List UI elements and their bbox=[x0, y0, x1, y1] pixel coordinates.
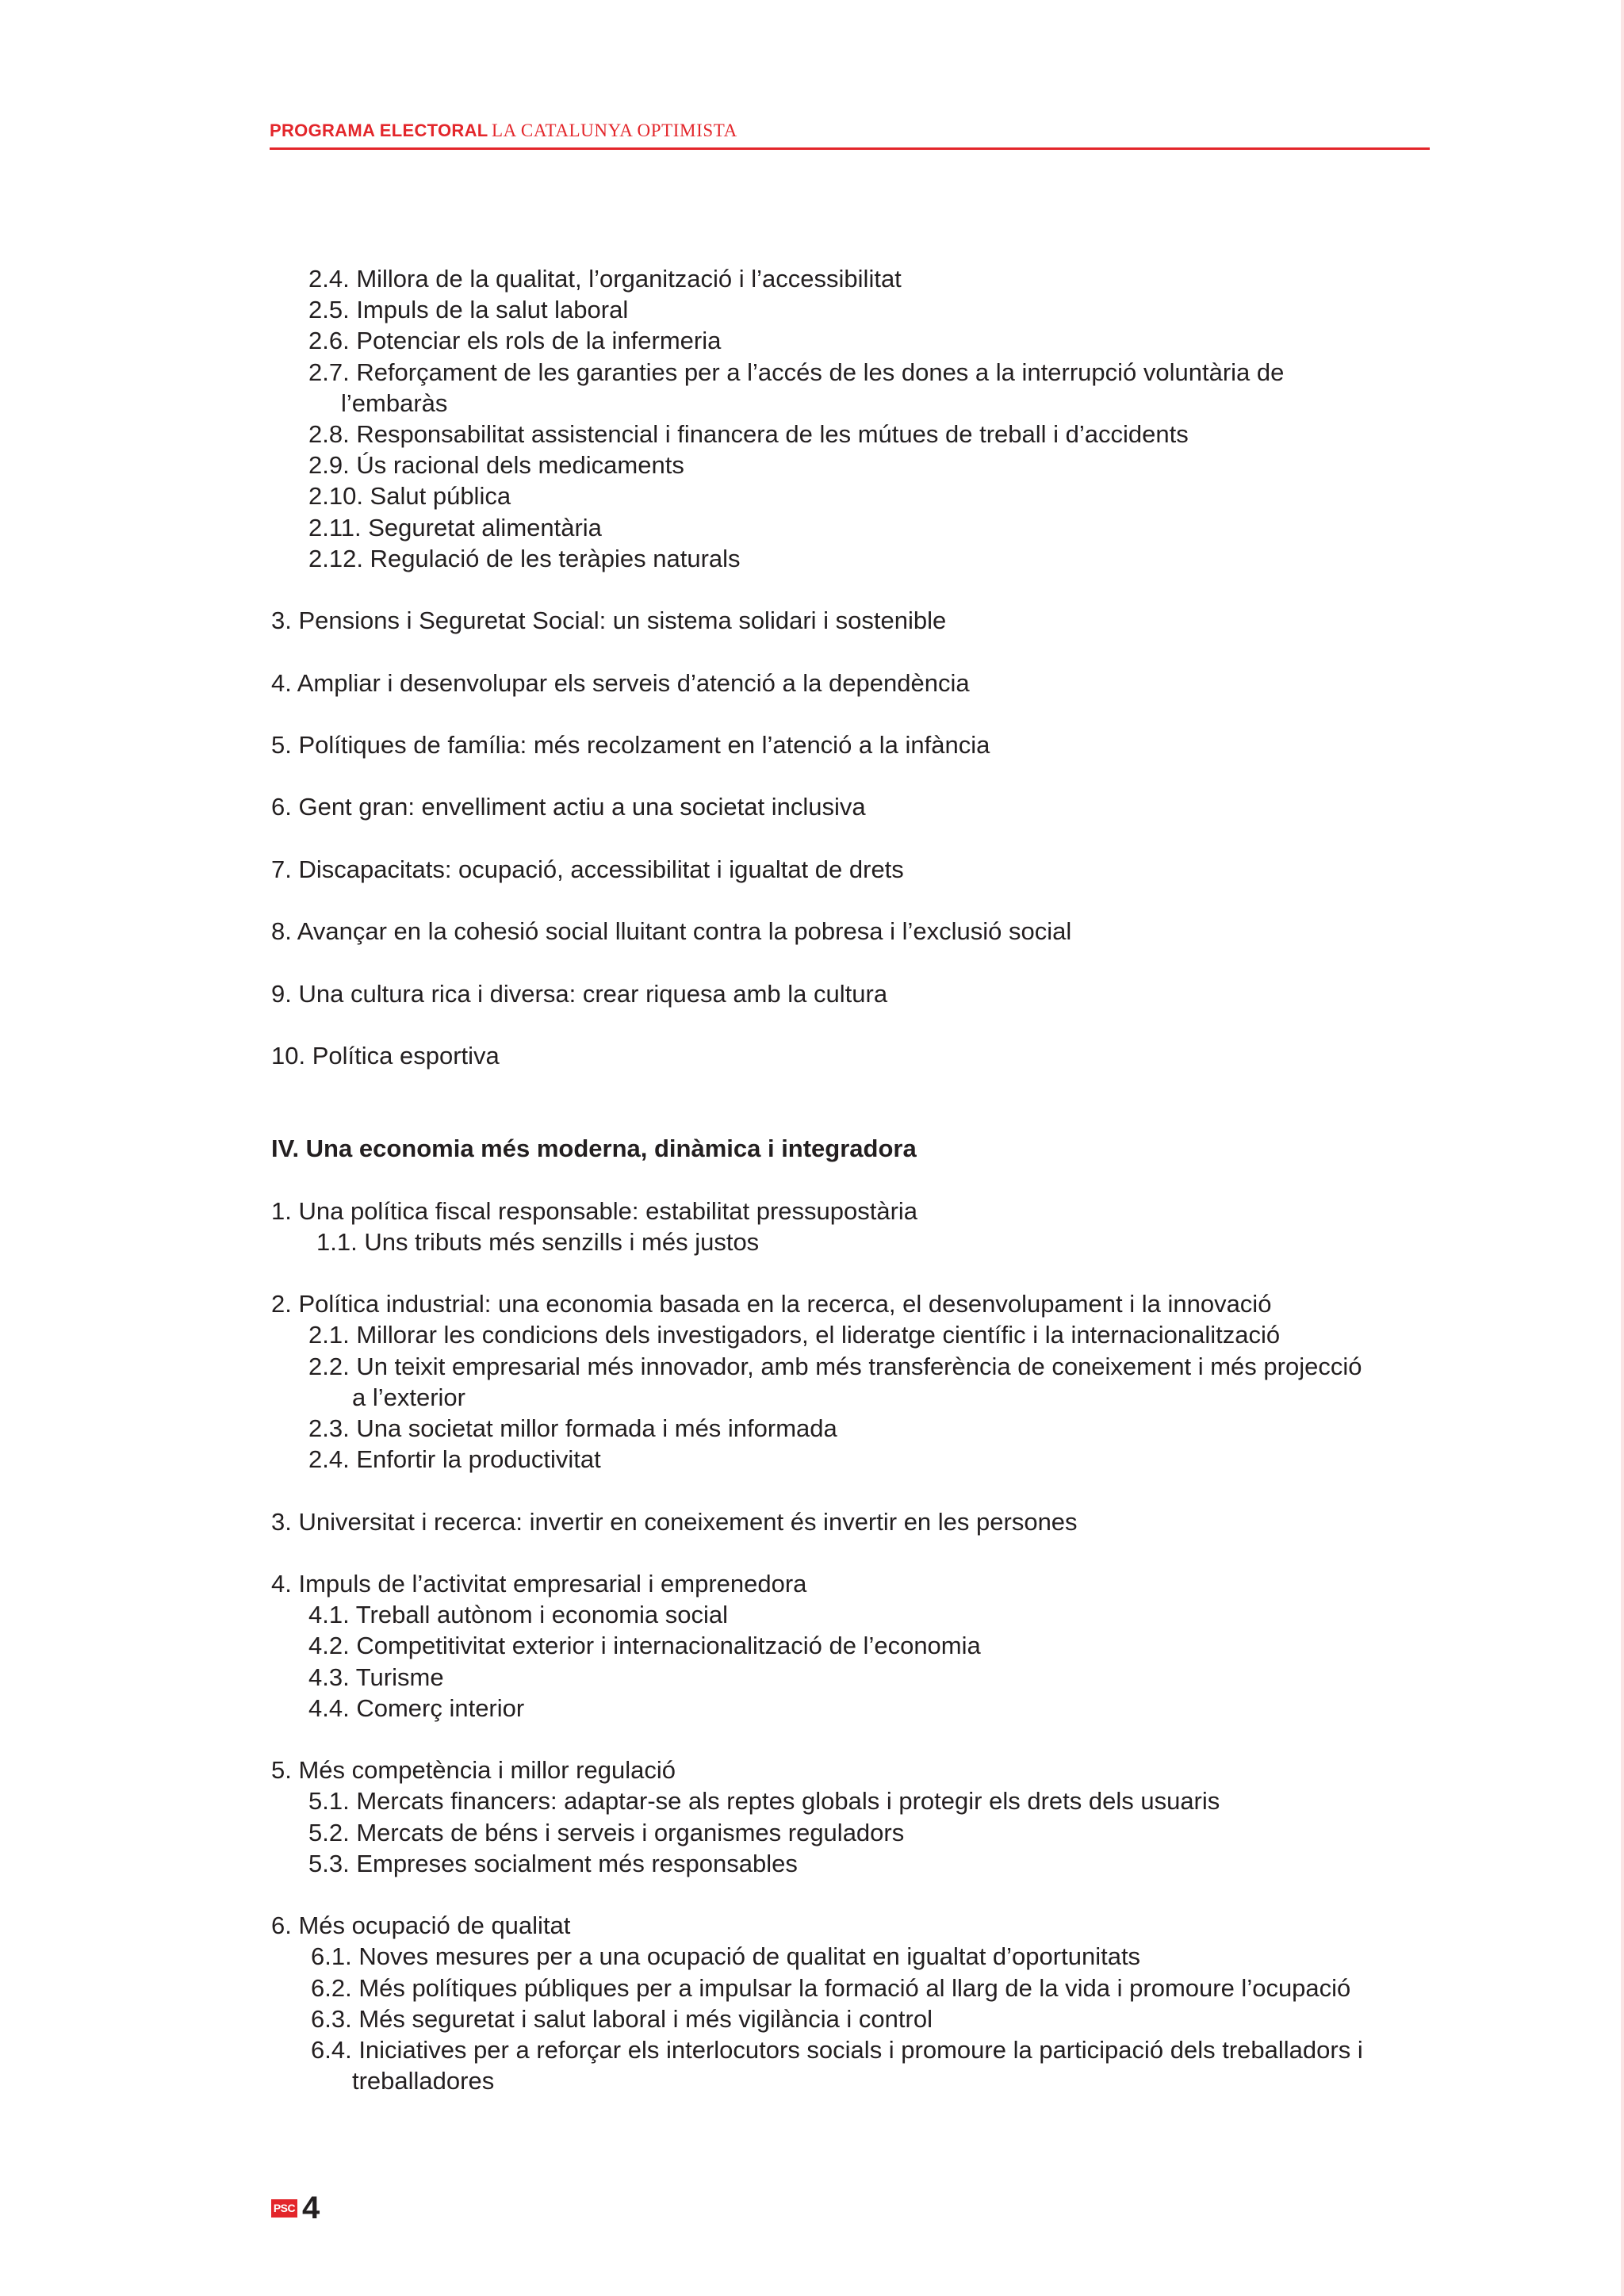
toc-item: 6.2. Més polítiques públiques per a impulsar la formació al llarg de la vida i promoure l’ocupació bbox=[311, 1973, 1351, 2002]
toc-section: 8. Avançar en la cohesió social lluitant contra la pobresa i l’exclusió social bbox=[271, 917, 1072, 946]
toc-section: 7. Discapacitats: ocupació, accessibilitat i igualtat de drets bbox=[271, 855, 904, 883]
toc-item: 2.7. Reforçament de les garanties per a l’accés de les dones a la interrupció voluntària de bbox=[308, 358, 1285, 386]
toc-item: 2.6. Potenciar els rols de la infermeria bbox=[308, 327, 722, 355]
toc-section: 1. Una política fiscal responsable: estabilitat pressupostària bbox=[271, 1196, 918, 1225]
toc-item: 5.3. Empreses socialment més responsables bbox=[308, 1849, 798, 1877]
toc-item: 1.1. Uns tributs més senzills i més justos bbox=[316, 1227, 760, 1256]
toc-section: 3. Pensions i Seguretat Social: un sistema solidari i sostenible bbox=[271, 607, 947, 635]
toc-item: 2.3. Una societat millor formada i més informada bbox=[308, 1414, 837, 1442]
header-title-bold: PROGRAMA ELECTORAL bbox=[270, 121, 488, 140]
toc-item: 4.1. Treball autònom i economia social bbox=[308, 1601, 729, 1629]
toc-section: 4. Impuls de l’activitat empresarial i emprenedora bbox=[271, 1569, 807, 1598]
toc-item: 2.10. Salut pública bbox=[308, 482, 511, 511]
toc-item: 4.3. Turisme bbox=[308, 1663, 444, 1691]
toc-item: 2.4. Millora de la qualitat, l’organització i l’accessibilitat bbox=[308, 265, 902, 293]
toc-item: 2.12. Regulació de les teràpies naturals bbox=[308, 544, 741, 572]
toc-item: 4.4. Comerç interior bbox=[308, 1693, 525, 1722]
toc-item: 6.3. Més seguretat i salut laboral i més vigilància i control bbox=[311, 2004, 933, 2033]
toc-item: 5.2. Mercats de béns i serveis i organismes reguladors bbox=[308, 1818, 905, 1846]
chapter-heading: IV. Una economia més moderna, dinàmica i integradora bbox=[271, 1135, 917, 1163]
running-header bbox=[270, 121, 1430, 150]
table-of-contents bbox=[271, 263, 1431, 2096]
toc-section: 9. Una cultura rica i diversa: crear riquesa amb la cultura bbox=[271, 979, 888, 1008]
page-footer bbox=[271, 2192, 320, 2224]
toc-section: 6. Gent gran: envelliment actiu a una societat inclusiva bbox=[271, 793, 866, 821]
page-edge bbox=[1621, 0, 1624, 2296]
toc-section: 6. Més ocupació de qualitat bbox=[271, 1911, 571, 1940]
toc-section: 10. Política esportiva bbox=[271, 1041, 500, 1070]
toc-item: 6.1. Noves mesures per a una ocupació de qualitat en igualtat d’oportunitats bbox=[311, 1942, 1141, 1971]
toc-section: 2. Política industrial: una economia basada en la recerca, el desenvolupament i la innovació bbox=[271, 1290, 1272, 1318]
toc-item-continuation: treballadores bbox=[352, 2067, 495, 2095]
psc-logo: PSC bbox=[271, 2199, 297, 2218]
toc-section: 3. Universitat i recerca: invertir en coneixement és invertir en les persones bbox=[271, 1507, 1078, 1536]
toc-item: 2.1. Millorar les condicions dels investigadors, el lideratge científic i la internacionalització bbox=[308, 1321, 1281, 1349]
toc-item-continuation: a l’exterior bbox=[352, 1383, 465, 1411]
toc-item: 5.1. Mercats financers: adaptar-se als reptes globals i protegir els drets dels usuaris bbox=[308, 1787, 1220, 1816]
toc-item: 2.8. Responsabilitat assistencial i financera de les mútues de treball i d’accidents bbox=[308, 420, 1189, 449]
toc-item: 2.2. Un teixit empresarial més innovador, amb més transferència de coneixement i més projecció bbox=[308, 1352, 1362, 1380]
toc-section: 5. Més competència i millor regulació bbox=[271, 1756, 676, 1785]
toc-item: 2.9. Ús racional dels medicaments bbox=[308, 451, 684, 480]
toc-item: 6.4. Iniciatives per a reforçar els interlocutors socials i promoure la participació dels treballadors i bbox=[311, 2035, 1363, 2064]
toc-item: 2.4. Enfortir la productivitat bbox=[308, 1445, 601, 1474]
page-number: 4 bbox=[302, 2191, 320, 2225]
toc-item: 4.2. Competitivitat exterior i internacionalització de l’economia bbox=[308, 1632, 981, 1660]
toc-section: 4. Ampliar i desenvolupar els serveis d’atenció a la dependència bbox=[271, 668, 970, 697]
header-title-rest: LA CATALUNYA OPTIMISTA bbox=[491, 121, 737, 140]
toc-item: 2.5. Impuls de la salut laboral bbox=[308, 296, 629, 324]
toc-item-continuation: l’embaràs bbox=[341, 388, 448, 417]
toc-item: 2.11. Seguretat alimentària bbox=[308, 513, 602, 541]
toc-section: 5. Polítiques de família: més recolzament en l’atenció a la infància bbox=[271, 731, 990, 759]
